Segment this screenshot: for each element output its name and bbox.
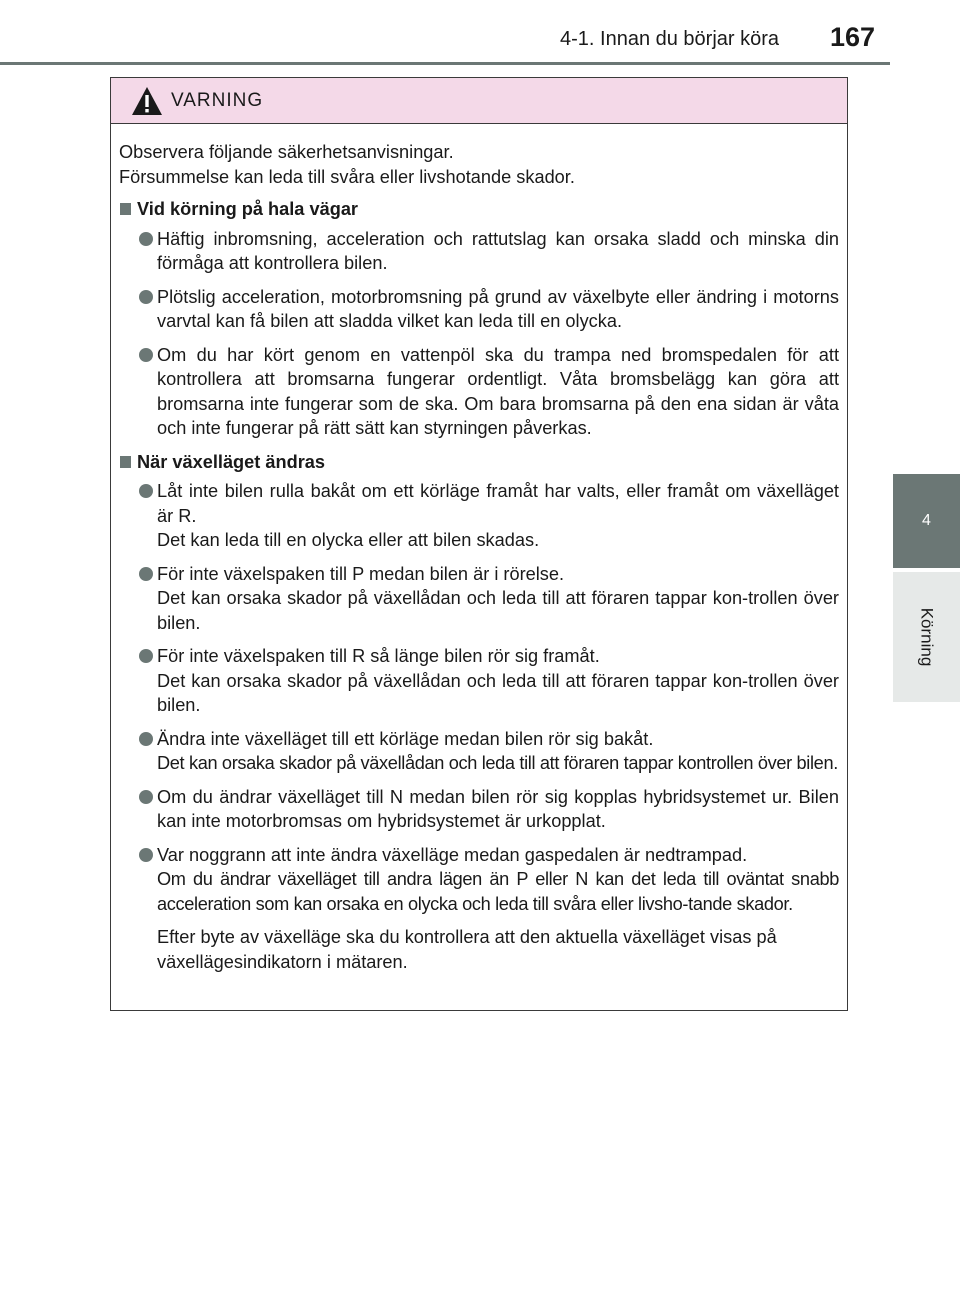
warning-header: [111, 78, 847, 124]
item-text: För inte växelspaken till R så länge bilen rör sig framåt.: [157, 646, 600, 666]
item-text: Om du har kört genom en vattenpöl ska du trampa ned bromspedalen för att kontrollera att bromsarna fungerar ordentligt. Våta bromsbelägg kan göra att bromsarna inte fungerar som de ska. Om bara bromsarna på den ena sidan är våta och inte fungerar på rätt sätt kan styrningen påverkas.: [157, 344, 839, 438]
item-text: Låt inte bilen rulla bakåt om ett körläge framåt har valts, eller framåt om växelläget är R.: [157, 481, 839, 526]
chapter-tab: 4: [893, 474, 960, 568]
bullet-dot-icon: [139, 790, 153, 804]
header-rule: [0, 62, 890, 65]
warning-body: [111, 124, 847, 974]
bullet-dot-icon: [139, 732, 153, 746]
intro-line: Försummelse kan leda till svåra eller livshotande skador.: [119, 166, 575, 187]
section-shift-position: [119, 450, 839, 975]
bullet-dot-icon: [139, 484, 153, 498]
section-title: Vid körning på hala vägar: [119, 197, 839, 222]
item-text: Häftig inbromsning, acceleration och rattutslag kan orsaka sladd och minska din förmåga att kontrollera bilen.: [157, 228, 839, 273]
intro-line: Observera följande säkerhetsanvisningar.: [119, 142, 454, 162]
item-text: Plötslig acceleration, motorbromsning på grund av växelbyte eller ändring i motorns varvtal kan få bilen att sladda vilket kan leda till en olycka.: [157, 286, 839, 331]
section-title: När växelläget ändras: [119, 450, 839, 475]
chapter-label-text: Körning: [917, 607, 937, 667]
warning-title: VARNING: [171, 89, 264, 111]
list-item: [119, 727, 839, 776]
bullet-dot-icon: [139, 848, 153, 862]
list-item: [119, 644, 839, 718]
note-text: Efter byte av växelläge ska du kontrollera att den aktuella växelläget visas på växellägesindikatorn i mätaren.: [157, 927, 777, 972]
item-text: Om du ändrar växelläget till andra lägen än P eller N kan det leda till oväntat snabb acceleration som kan orsaka en olycka och leda till svåra eller livsho-tande skador.: [157, 869, 839, 914]
section-slippery-roads: [119, 197, 839, 441]
page-number: 167: [830, 22, 876, 52]
item-text: Det kan orsaka skador på växellådan och leda till att föraren tappar kon-trollen över bilen.: [157, 588, 839, 633]
warning-triangle-icon: [131, 86, 163, 116]
item-text: Ändra inte växelläget till ett körläge medan bilen rör sig bakåt.: [157, 728, 654, 749]
list-item: [119, 227, 839, 276]
note: [119, 925, 839, 974]
chapter-label: [893, 572, 960, 702]
item-text: För inte växelspaken till P medan bilen är i rörelse.: [157, 563, 565, 584]
warning-box: [110, 77, 848, 1011]
bullet-dot-icon: [139, 649, 153, 663]
header-title: 4-1. Innan du börjar köra: [560, 28, 780, 50]
item-text: Om du ändrar växelläget till N medan bilen rör sig kopplas hybridsystemet ur. Bilen kan inte motorbromsas om hybridsystemet är urkopplat.: [157, 786, 839, 831]
warning-intro: [119, 140, 839, 189]
list-item: [119, 785, 839, 834]
bullet-dot-icon: [139, 232, 153, 246]
bullet-dot-icon: [139, 348, 153, 362]
item-text: Det kan orsaka skador på växellådan och leda till att föraren tappar kontrollen över bilen.: [157, 753, 838, 773]
item-text: Det kan leda till en olycka eller att bilen skadas.: [157, 530, 540, 550]
item-text: Var noggrann att inte ändra växelläge medan gaspedalen är nedtrampad.: [157, 844, 748, 865]
list-item: [119, 843, 839, 917]
list-item: [119, 479, 839, 553]
list-item: [119, 562, 839, 636]
list-item: [119, 343, 839, 441]
list-item: [119, 285, 839, 334]
item-text: Det kan orsaka skador på växellådan och leda till att föraren tappar kon-trollen över bilen.: [157, 670, 839, 715]
bullet-dot-icon: [139, 567, 153, 581]
bullet-dot-icon: [139, 290, 153, 304]
